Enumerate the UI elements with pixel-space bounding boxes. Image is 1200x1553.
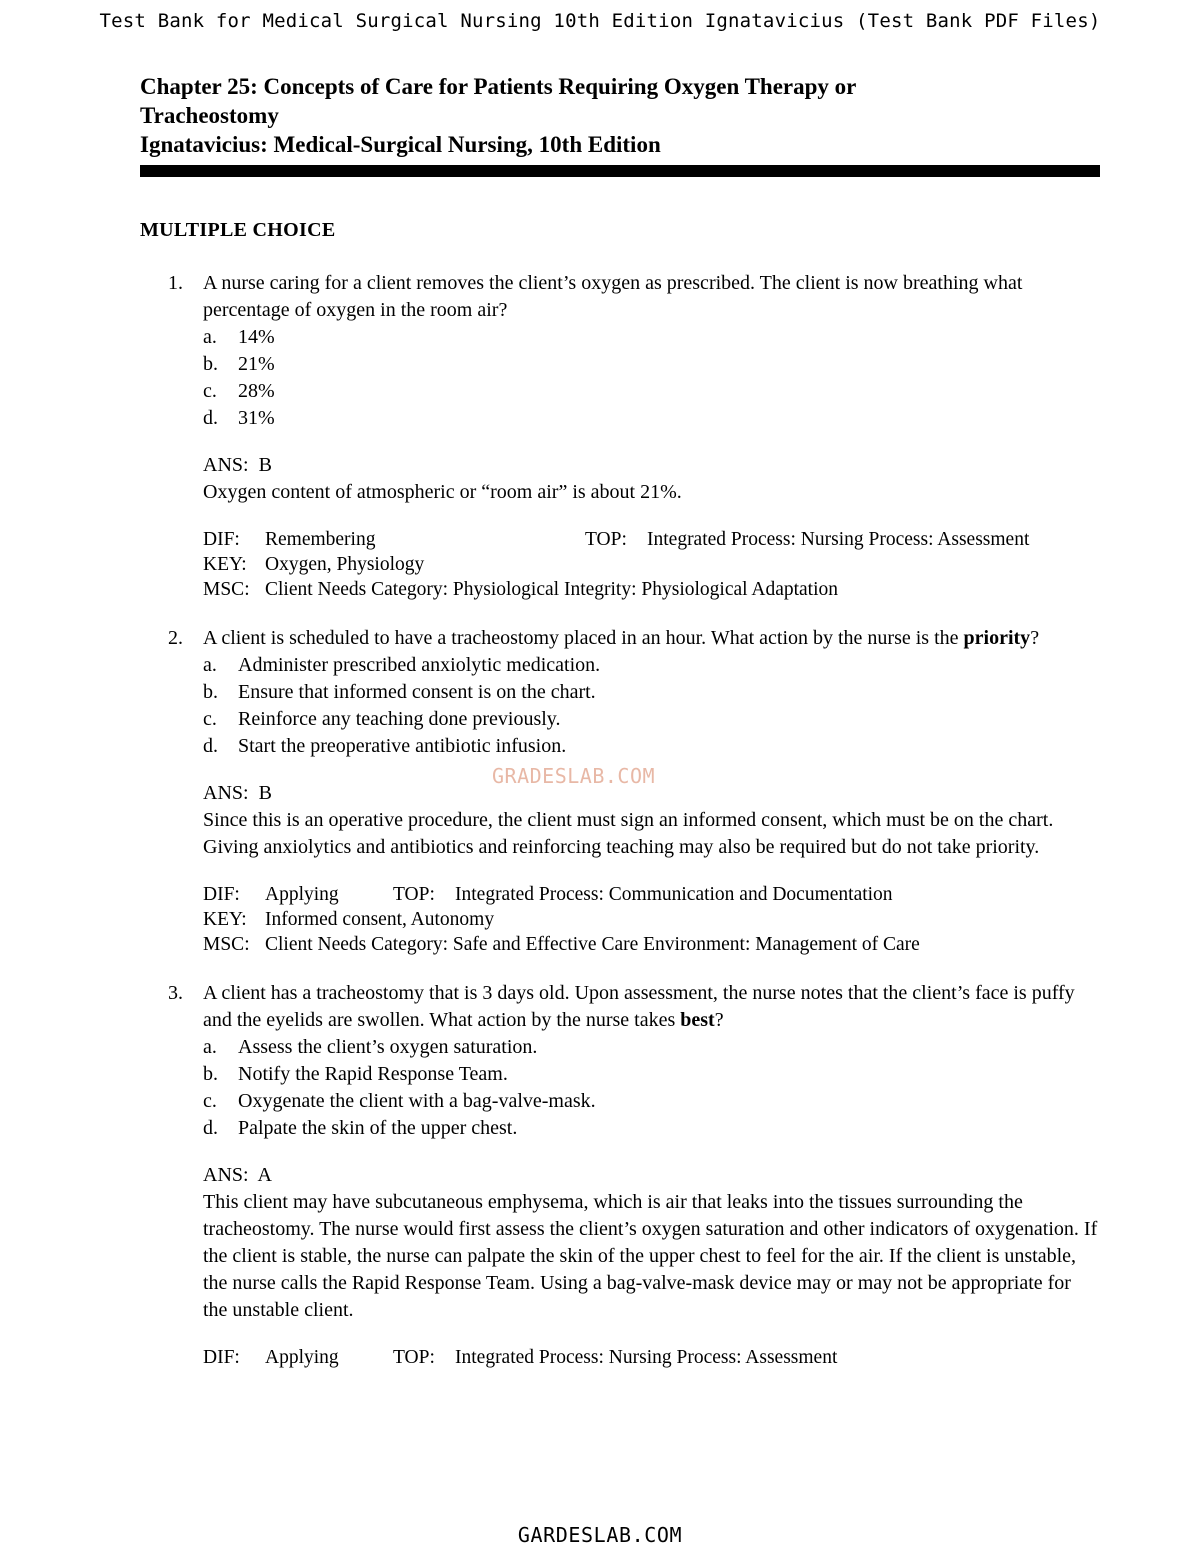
answer-value: B [258, 782, 272, 804]
option-text: Start the preoperative antibiotic infusion. [238, 735, 567, 757]
option-letter: c. [203, 380, 217, 402]
option-b [203, 1061, 1100, 1088]
option-a [203, 324, 1100, 351]
option-c [203, 378, 1100, 405]
key-label: KEY: [203, 554, 247, 575]
answer-value: B [258, 454, 272, 476]
msc-value: Client Needs Category: Physiological Integrity: Physiological Adaptation [265, 579, 839, 600]
top-value: Integrated Process: Nursing Process: Assessment [455, 1347, 838, 1368]
answer-label: ANS: [203, 454, 249, 476]
option-letter: a. [203, 326, 217, 348]
dif-label: DIF: [203, 884, 240, 905]
answer-label: ANS: [203, 782, 249, 804]
rationale: Oxygen content of atmospheric or “room air” is about 21%. [203, 481, 682, 503]
watermark: GRADESLAB.COM [492, 764, 656, 788]
option-letter: b. [203, 1063, 218, 1085]
option-text: Administer prescribed anxiolytic medication. [238, 654, 601, 676]
dif-top-row [203, 527, 1100, 552]
key-label: KEY: [203, 909, 247, 930]
dif-top-row [203, 1345, 1100, 1370]
dif-value: Applying [265, 884, 339, 905]
chapter-title [140, 72, 1100, 159]
stem-end: ? [1030, 627, 1040, 649]
option-text: 28% [238, 380, 275, 402]
answer-value: A [257, 1164, 272, 1186]
top-label: TOP: [393, 1347, 435, 1368]
footer-watermark: GARDESLAB.COM [517, 1523, 683, 1547]
option-text: Ensure that informed consent is on the chart. [238, 681, 596, 703]
question-1 [140, 270, 1100, 602]
question-2 [140, 625, 1100, 957]
question-3 [140, 980, 1100, 1370]
answer-label: ANS: [203, 1164, 249, 1186]
top-label: TOP: [393, 884, 435, 905]
option-letter: b. [203, 681, 218, 703]
option-letter: c. [203, 708, 217, 730]
question-stem [203, 625, 1100, 652]
answer-line [203, 1162, 1100, 1189]
option-text: 31% [238, 407, 275, 429]
option-text: Reinforce any teaching done previously. [238, 708, 561, 730]
question-stem [203, 980, 1100, 1034]
option-letter: d. [203, 1117, 218, 1139]
stem-text: A client is scheduled to have a tracheostomy placed in an hour. What action by the nurse is the [203, 627, 964, 649]
dif-value: Applying [265, 1347, 339, 1368]
chapter-title-line-1: Chapter 25: Concepts of Care for Patients Requiring Oxygen Therapy or [140, 74, 857, 99]
option-c [203, 1088, 1100, 1115]
question-stem: A nurse caring for a client removes the client’s oxygen as prescribed. The client is now breathing what percentage of oxygen in the room air? [203, 272, 1023, 321]
title-rule [140, 165, 1100, 177]
question-metadata [203, 882, 1100, 957]
option-letter: d. [203, 407, 218, 429]
rationale: This client may have subcutaneous emphysema, which is air that leaks into the tissues surrounding the tracheostomy. The nurse would first assess the client’s oxygen saturation and other indicators of oxygenation. If the client is stable, the nurse can palpate the skin of the upper chest to feel for the air. If the client is unstable, the nurse calls the Rapid Response Team. Using a bag-valve-mask device may or may not be appropriate for the unstable client. [203, 1191, 1098, 1321]
dif-top-row [203, 882, 1100, 907]
document-page [140, 72, 1100, 1370]
question-number: 3. [168, 982, 183, 1004]
section-heading: MULTIPLE CHOICE [140, 219, 336, 241]
document-banner: Test Bank for Medical Surgical Nursing 10th Edition Ignatavicius (Test Bank PDF Files) [99, 10, 1101, 32]
option-b [203, 351, 1100, 378]
option-d [203, 1115, 1100, 1142]
option-letter: d. [203, 735, 218, 757]
dif-label: DIF: [203, 1347, 240, 1368]
option-d [203, 405, 1100, 432]
msc-label: MSC: [203, 579, 250, 600]
option-d [203, 733, 1100, 760]
msc-value: Client Needs Category: Safe and Effective Care Environment: Management of Care [265, 934, 920, 955]
option-text: Oxygenate the client with a bag-valve-mask. [238, 1090, 596, 1112]
option-a [203, 652, 1100, 679]
book-title: Ignatavicius: Medical-Surgical Nursing, 10th Edition [140, 132, 661, 157]
option-letter: b. [203, 353, 218, 375]
option-text: Assess the client’s oxygen saturation. [238, 1036, 538, 1058]
question-metadata [203, 527, 1100, 602]
stem-end: ? [714, 1009, 724, 1031]
top-value: Integrated Process: Communication and Documentation [455, 884, 893, 905]
question-number: 1. [168, 272, 183, 294]
option-text: 14% [238, 326, 275, 348]
option-letter: a. [203, 654, 217, 676]
msc-row [203, 577, 1100, 602]
stem-text: A client has a tracheostomy that is 3 days old. Upon assessment, the nurse notes that the client’s face is puffy and the eyelids are swollen. What action by the nurse takes [203, 982, 1075, 1031]
key-value: Informed consent, Autonomy [265, 909, 495, 930]
chapter-title-line-2: Tracheostomy [140, 103, 279, 128]
option-text: Notify the Rapid Response Team. [238, 1063, 508, 1085]
top-value: Integrated Process: Nursing Process: Assessment [647, 529, 1030, 550]
rationale: Since this is an operative procedure, the client must sign an informed consent, which must be on the chart. Giving anxiolytics and antibiotics and reinforcing teaching may also be required but do not take priority. [203, 809, 1054, 858]
dif-label: DIF: [203, 529, 240, 550]
msc-label: MSC: [203, 934, 250, 955]
option-text: Palpate the skin of the upper chest. [238, 1117, 518, 1139]
key-value: Oxygen, Physiology [265, 554, 425, 575]
question-number: 2. [168, 627, 183, 649]
answer-line [203, 452, 1100, 479]
option-text: 21% [238, 353, 275, 375]
option-b [203, 679, 1100, 706]
question-metadata [203, 1345, 1100, 1370]
top-label: TOP: [585, 529, 627, 550]
option-letter: c. [203, 1090, 217, 1112]
stem-emphasis: priority [963, 627, 1031, 649]
stem-emphasis: best [680, 1009, 715, 1031]
option-a [203, 1034, 1100, 1061]
key-row [203, 907, 1100, 932]
dif-value: Remembering [265, 529, 376, 550]
option-c [203, 706, 1100, 733]
msc-row [203, 932, 1100, 957]
option-letter: a. [203, 1036, 217, 1058]
key-row [203, 552, 1100, 577]
